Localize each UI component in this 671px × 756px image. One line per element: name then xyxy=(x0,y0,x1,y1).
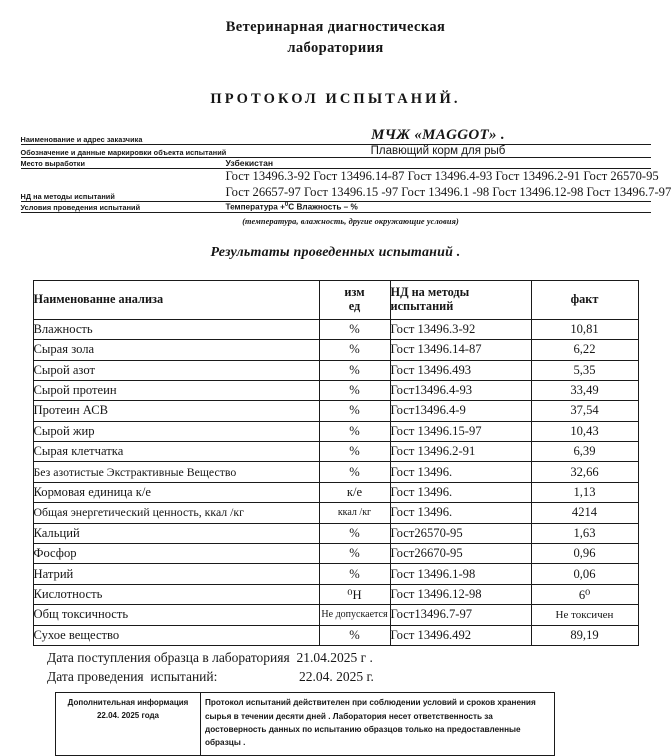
cell-nd-method: Гост 13496.2-91 xyxy=(390,442,531,462)
cell-unit: % xyxy=(319,340,390,360)
cell-nd-method: Гост26570-95 xyxy=(390,523,531,543)
cell-nd-method: Гост 13496.14-87 xyxy=(390,340,531,360)
table-row xyxy=(33,605,638,625)
cell-nd-method: Гост13496.4-93 xyxy=(390,380,531,400)
cell-nd-method: Гост26670-95 xyxy=(390,544,531,564)
info-label-place: Место выработки xyxy=(21,158,226,169)
cell-analysis-name: Кальций xyxy=(33,523,319,543)
dates-block xyxy=(35,648,636,686)
column-header-nd-line1: НД на методы xyxy=(390,284,470,299)
cell-analysis-name: Кормовая единица к/е xyxy=(33,482,319,502)
date-label-test: Дата проведения испытаний: xyxy=(47,669,218,685)
table-row xyxy=(33,503,638,523)
results-heading: Результаты проведенных испытаний . xyxy=(210,244,461,260)
additional-info-box xyxy=(55,692,555,756)
cell-nd-method: Гост 13496.3-92 xyxy=(390,319,531,339)
results-table xyxy=(33,280,639,646)
cell-nd-method: Гост 13496.12-98 xyxy=(390,584,531,604)
info-value-conditions xyxy=(226,202,651,213)
cell-analysis-name: Сырая клетчатка xyxy=(33,442,319,462)
cell-unit: % xyxy=(319,564,390,584)
info-label-customer: Наименование и адрес заказчика xyxy=(21,127,226,145)
cell-analysis-name: Общая энергетический ценность, ккал /кг xyxy=(33,503,319,523)
date-row-arrival xyxy=(47,648,636,667)
cell-unit: % xyxy=(319,380,390,400)
table-row xyxy=(33,442,638,462)
cell-analysis-name: Сырой азот xyxy=(33,360,319,380)
table-row xyxy=(33,584,638,604)
sample-info-table xyxy=(20,127,671,213)
cell-fact-value: 10,43 xyxy=(531,421,638,441)
cell-unit: % xyxy=(319,401,390,421)
cell-unit: % xyxy=(319,625,390,645)
column-header-nd-line2: испытаний xyxy=(390,298,454,313)
cell-analysis-name: Кислотность xyxy=(33,584,319,604)
date-row-test xyxy=(47,667,636,686)
cell-fact-value: 89,19 xyxy=(531,625,638,645)
table-row xyxy=(33,625,638,645)
cell-nd-method: Гост 13496. xyxy=(390,503,531,523)
cell-unit: % xyxy=(319,360,390,380)
table-row xyxy=(33,319,638,339)
column-header-name: Наименованне анализа xyxy=(33,280,319,319)
cell-fact-value: 32,66 xyxy=(531,462,638,482)
cell-unit: Не допускается xyxy=(319,605,390,625)
nd-methods-line2: Гост 26657-97 Гост 13496.15 -97 Гост 13496.1 -98 Гост 13496.12-98 Гост 13496.7-97 xyxy=(225,185,671,200)
organization-title-line1: Ветеринарная диагностическая xyxy=(225,19,446,35)
conditions-note: (температура, влажность, другие окружающие условия) xyxy=(242,216,459,226)
table-row xyxy=(33,482,638,502)
cell-unit: к/е xyxy=(319,482,390,502)
cell-analysis-name: Сырая зола xyxy=(33,340,319,360)
degree-superscript: 0 xyxy=(284,202,289,208)
cell-nd-method: Гост 13496. xyxy=(390,482,531,502)
table-row xyxy=(33,523,638,543)
cell-nd-method: Гост 13496.1-98 xyxy=(390,564,531,584)
info-value-customer: МЧЖ «MAGGOT» . xyxy=(226,127,651,145)
table-row xyxy=(33,340,638,360)
conditions-temperature-text: Температура + xyxy=(225,202,285,212)
info-row-marking xyxy=(21,145,651,158)
additional-info-date: 22.04. 2025 года xyxy=(96,711,160,721)
cell-nd-method: Гост13496.7-97 xyxy=(390,605,531,625)
info-value-place: Узбекистан xyxy=(226,158,651,169)
cell-unit: % xyxy=(319,319,390,339)
page-title: ПРОТОКОЛ ИСПЫТАНИЙ. xyxy=(210,91,461,108)
cell-fact-value: 6,22 xyxy=(531,340,638,360)
organization-title-line2: лабораториия xyxy=(287,40,384,57)
cell-fact-value: 10,81 xyxy=(531,319,638,339)
cell-analysis-name: Общ токсичность xyxy=(33,605,319,625)
table-row xyxy=(33,380,638,400)
nd-methods-line1: Гост 13496.3-92 Гост 13496.14-87 Гост 13496.4-93 Гост 13496.2-91 Гост 26570-95 xyxy=(225,169,659,184)
cell-fact-value: 5,35 xyxy=(531,360,638,380)
column-header-fact: факт xyxy=(531,280,638,319)
cell-nd-method: Гост13496.4-9 xyxy=(390,401,531,421)
additional-info-text: Протокол испытаний действителен при соблюдении условий и сроков хранения сырья в течении десяти дней . Лаборатория несет ответственность за достоверность данных по испытанию образцов только на предоставленные образцы . xyxy=(201,693,555,756)
cell-fact-value: 4214 xyxy=(531,503,638,523)
additional-info-row xyxy=(56,693,555,756)
cell-analysis-name: Сухое вещество xyxy=(33,625,319,645)
additional-info-label: Дополнительная информация xyxy=(67,698,189,708)
cell-analysis-name: Без азотистые Экстрактивные Вещество xyxy=(33,462,319,482)
column-header-unit-line2: ед xyxy=(348,298,361,313)
cell-unit: % xyxy=(319,523,390,543)
table-row xyxy=(33,421,638,441)
column-header-unit-line1: изм xyxy=(344,284,365,299)
cell-fact-value: 1,63 xyxy=(531,523,638,543)
results-table-header-row xyxy=(33,280,638,319)
cell-analysis-name: Протеин АСВ xyxy=(33,401,319,421)
info-row-place xyxy=(21,158,651,169)
info-row-conditions xyxy=(21,202,651,213)
info-row-customer xyxy=(21,127,651,145)
table-row xyxy=(33,462,638,482)
info-label-conditions: Условия проведения испытаний xyxy=(21,202,226,213)
cell-nd-method: Гост 13496.492 xyxy=(390,625,531,645)
info-label-nd-methods: НД на методы испытаний xyxy=(21,169,226,202)
table-row xyxy=(33,544,638,564)
organization-title xyxy=(0,0,671,59)
cell-fact-value: 1,13 xyxy=(531,482,638,502)
cell-fact-value: 33,49 xyxy=(531,380,638,400)
column-header-nd xyxy=(390,280,531,319)
cell-analysis-name: Влажность xyxy=(33,319,319,339)
cell-analysis-name: Сырой протеин xyxy=(33,380,319,400)
conditions-humidity-text: С Влажность – % xyxy=(288,202,358,212)
cell-fact-value: 0,06 xyxy=(531,564,638,584)
table-row xyxy=(33,564,638,584)
cell-fact-value: 0,96 xyxy=(531,544,638,564)
info-row-nd-methods xyxy=(21,169,651,202)
cell-unit: % xyxy=(319,544,390,564)
cell-unit: % xyxy=(319,462,390,482)
cell-fact-value: 37,54 xyxy=(531,401,638,421)
info-value-marking: Плавющий корм для рыб xyxy=(226,145,651,158)
cell-unit: % xyxy=(319,442,390,462)
cell-fact-value: 6,39 xyxy=(531,442,638,462)
cell-nd-method: Гост 13496.15-97 xyxy=(390,421,531,441)
additional-info-label-cell xyxy=(56,693,201,756)
cell-analysis-name: Натрий xyxy=(33,564,319,584)
cell-unit: ккал /кг xyxy=(319,503,390,523)
date-label-arrival: Дата поступления образца в лабораторияя xyxy=(47,649,290,665)
cell-analysis-name: Сырой жир xyxy=(33,421,319,441)
date-value-test: 22.04. 2025 г. xyxy=(299,669,374,685)
cell-fact-value: 6⁰ xyxy=(531,584,638,604)
cell-nd-method: Гост 13496.493 xyxy=(390,360,531,380)
cell-unit: ⁰Н xyxy=(319,584,390,604)
cell-fact-value: Не токсичен xyxy=(531,605,638,625)
cell-analysis-name: Фосфор xyxy=(33,544,319,564)
date-value-arrival: 21.04.2025 г . xyxy=(296,649,373,665)
table-row xyxy=(33,360,638,380)
info-value-nd-methods xyxy=(225,169,671,202)
info-label-marking: Обозначение и данные маркировки объекта испытаний xyxy=(21,145,226,158)
column-header-unit xyxy=(319,280,390,319)
cell-unit: % xyxy=(319,421,390,441)
table-row xyxy=(33,401,638,421)
cell-nd-method: Гост 13496. xyxy=(390,462,531,482)
